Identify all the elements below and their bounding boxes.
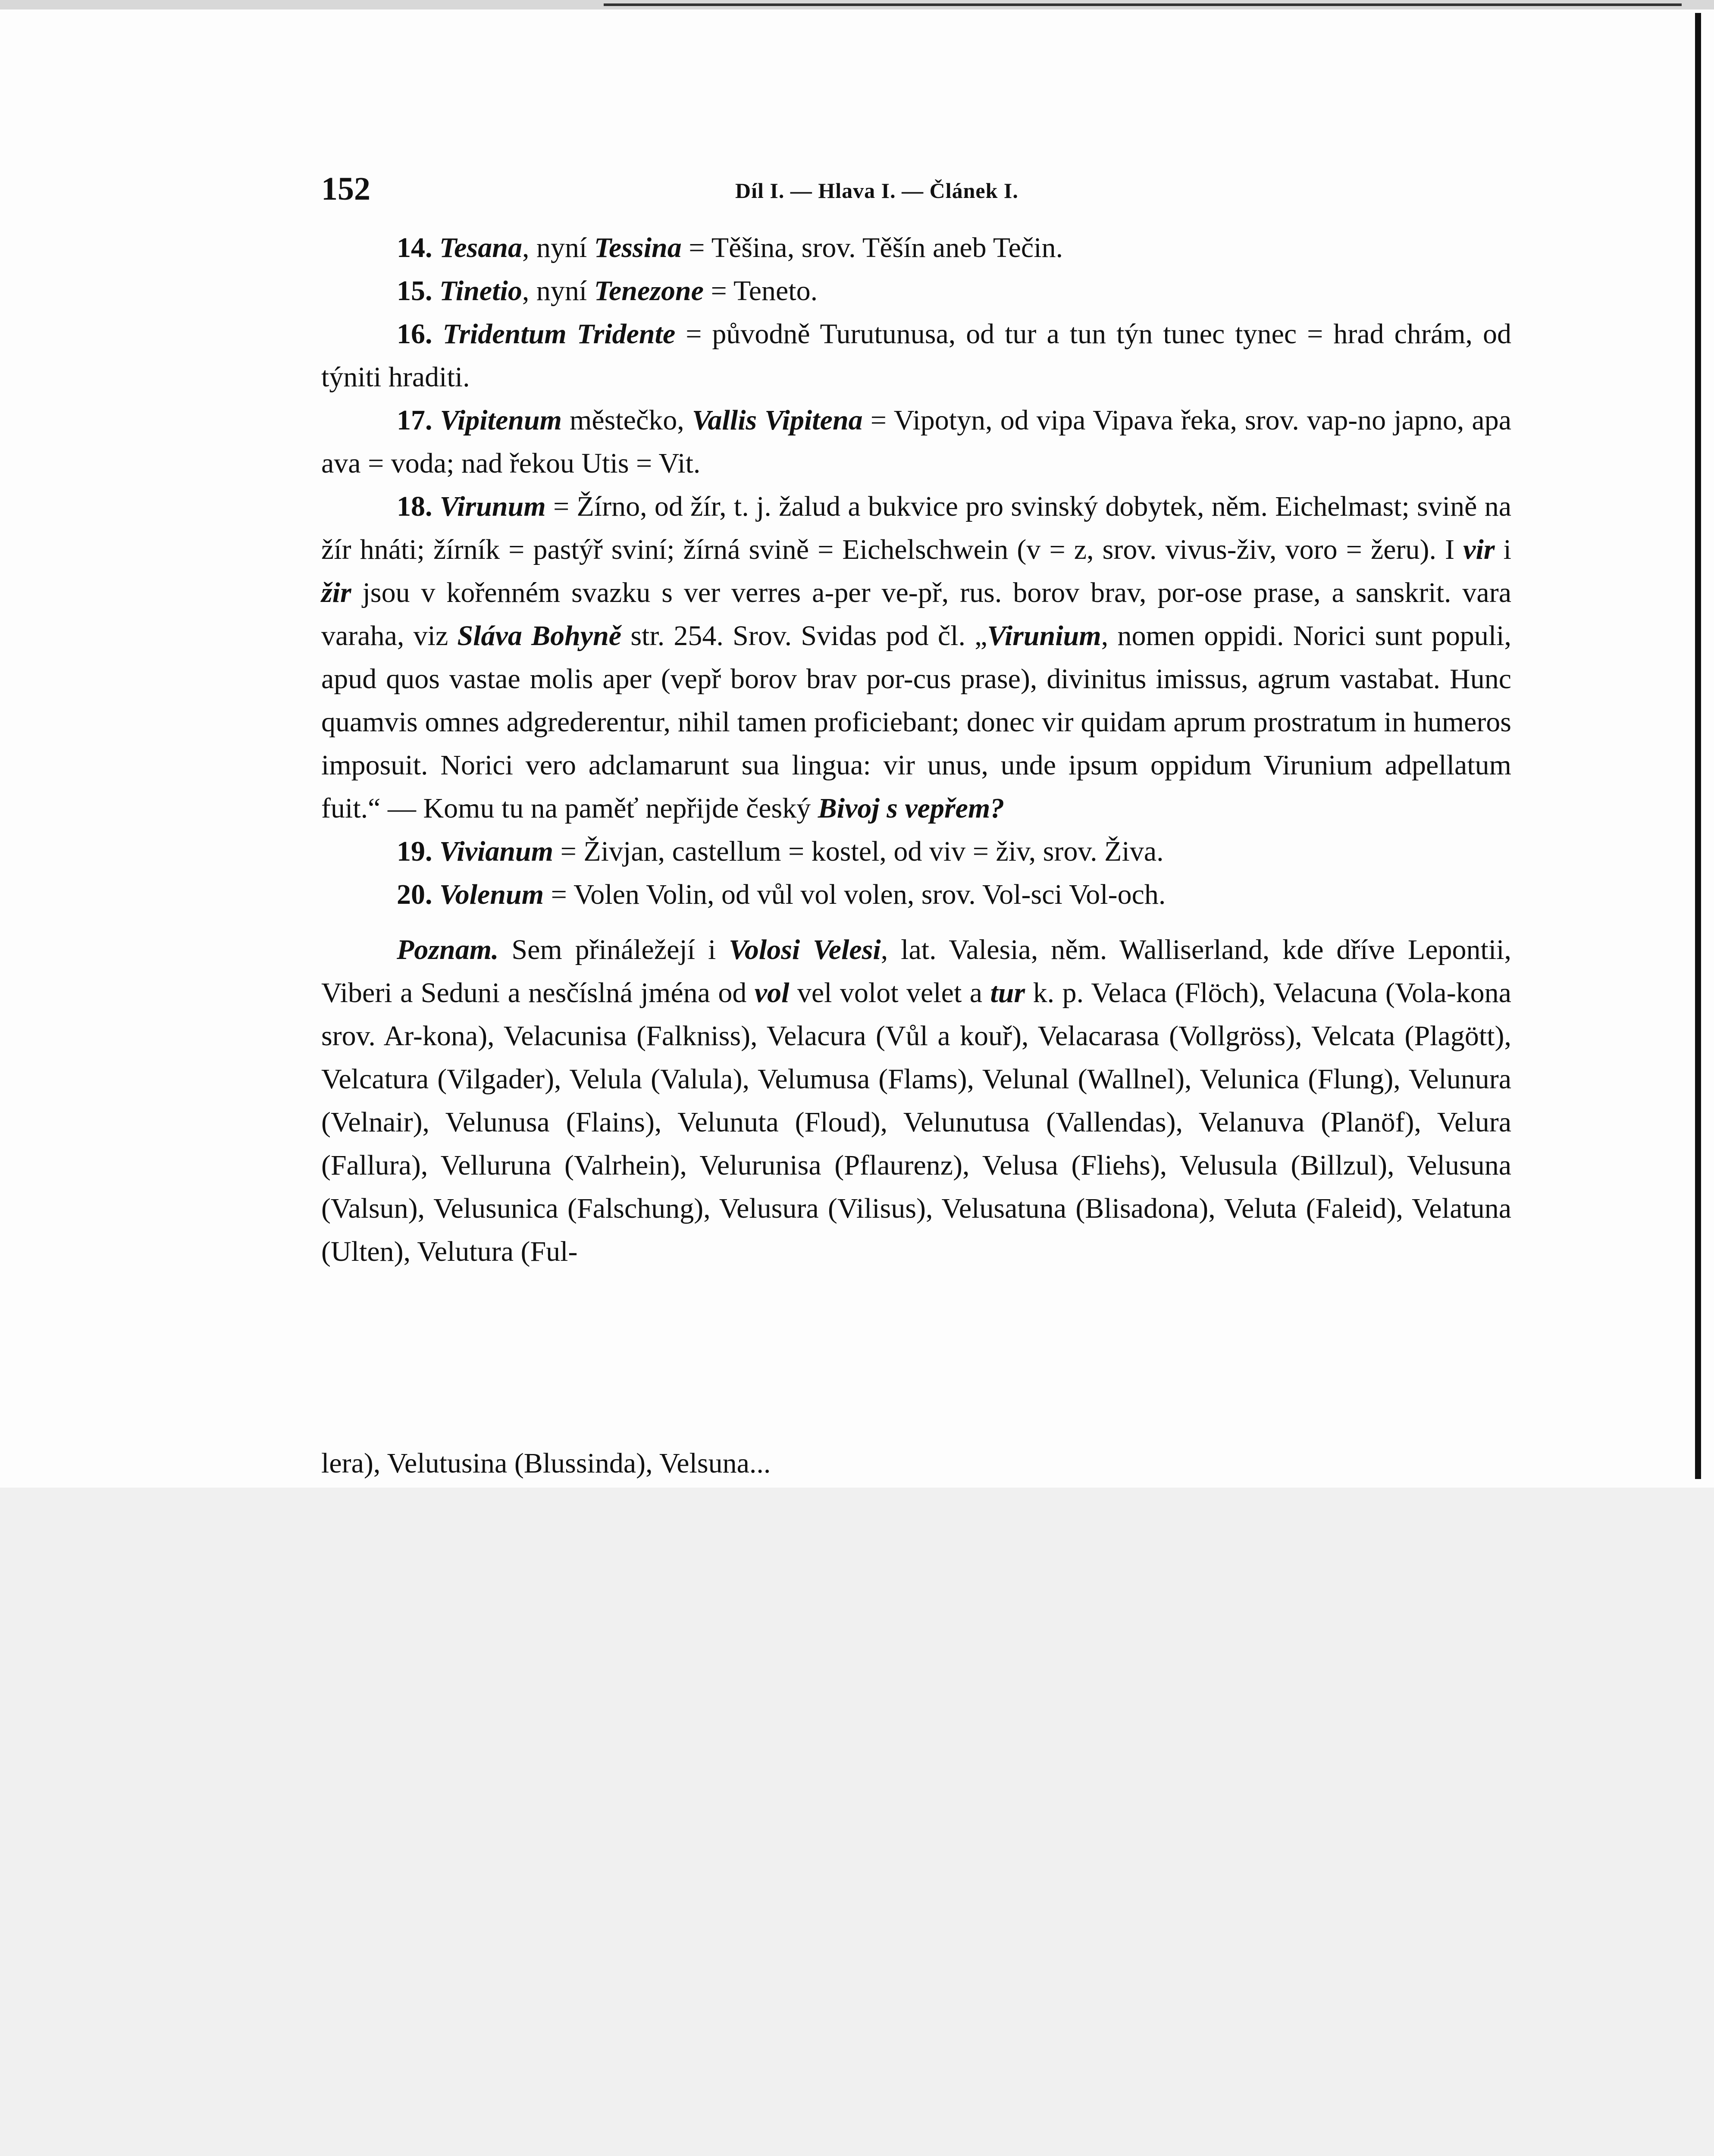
entry-20 [321, 873, 1511, 916]
note-term: vol [754, 977, 790, 1009]
entry-number: 20. [397, 879, 432, 910]
scan-right-edge [1695, 13, 1701, 1479]
note-paragraph [321, 928, 1511, 1273]
entry-number: 16. [397, 318, 432, 350]
entry-text: i [1495, 534, 1511, 565]
entry-15 [321, 270, 1511, 313]
paragraph-gap [321, 916, 1511, 928]
entry-term: vir [1463, 534, 1495, 565]
entry-number: 14. [397, 232, 432, 263]
entry-text: = Živjan, castellum = kostel, od viv = živ, srov. Živa. [553, 836, 1164, 867]
entry-text: = Vipotyn, od vipa Vipava řeka, srov. vap-no japno, apa ava = voda; nad řekou Utis = Vit. [321, 404, 1511, 479]
entry-number: 15. [397, 275, 432, 307]
cut-off-line [321, 1448, 1511, 1488]
entry-term: Sláva Bohyně [457, 620, 622, 652]
note-text: , lat. Valesia, něm. Walliserland, kde dříve Lepontii, Viberi a Seduni a nesčíslná jména od [321, 934, 1511, 1009]
page-number: 152 [321, 171, 370, 207]
entry-term: Tinetio [439, 275, 522, 307]
note-text: Sem přináležejí i [498, 934, 729, 965]
entry-text: = Žírno, od žír, t. j. žalud a bukvice pro svinský dobytek, něm. Eichelmast; svině na žír hnáti; žírník = pastýř sviní; žírná svině = Eichelschwein (v = z, srov. vivus-živ, voro = žeru). I [321, 491, 1512, 565]
entry-18 [321, 485, 1511, 830]
note-label: Poznam. [397, 934, 499, 965]
entry-term: Tessina [594, 232, 682, 263]
entry-term: Tridentum Tridente [442, 318, 676, 350]
entry-number: 18. [397, 491, 432, 522]
entry-19 [321, 830, 1511, 873]
body-text [321, 226, 1511, 1273]
entry-term: Vipitenum [440, 404, 562, 436]
entry-text: , nomen oppidi. Norici sunt populi, apud quos vastae molis aper (vepř borov brav por-cus prase), divinitus imissus, agrum vastabat. Hunc quamvis omnes adgrederentur, nihil tamen proficiebant; donec vir quidam aprum prostratum in humeros imposuit. Norici vero adclamarunt sua lingua: vir unus, unde ipsum oppidum Virunium adpellatum fuit.“ — Komu tu na paměť nepřijde český [321, 620, 1512, 824]
entry-term: Tesana [439, 232, 522, 263]
running-head: Díl I. — Hlava I. — Článek I. [735, 179, 1018, 203]
cut-off-text: lera), Velutusina (Blussinda), Velsuna... [321, 1448, 771, 1479]
entry-text: = Teneto. [703, 275, 818, 307]
note-text: k. p. Velaca (Flöch), Velacuna (Vola-kona srov. Ar-kona), Velacunisa (Falkniss), Velacura (Vůl a kouř), Velacarasa (Vollgröss), Velcata (Plagött), Velcatura (Vilgader), Velula (Valula), Velumusa (Flams), Velunal (Wallnel), Velunica (Flung), Velunura (Velnair), Velunusa (Flains), Velunuta (Floud), Velunutusa (Vallendas), Velanuva (Planöf), Velura (Fallura), Velluruna (Valrhein), Velurunisa (Pflaurenz), Velusa (Fliehs), Velusula (Billzul), Velusuna (Valsun), Velusunica (Falschung), Velusura (Vilisus), Velusatuna (Blisadona), Veluta (Faleid), Velatuna (Ulten), Velutura (Ful- [321, 977, 1511, 1267]
entry-text: jsou v kořenném svazku s ver verres a-per ve-př, rus. borov brav, por-ose prase, a sanskrit. vara varaha, viz [321, 577, 1511, 652]
entry-17 [321, 399, 1511, 485]
entry-text: = Volen Volin, od vůl vol volen, srov. Vol-sci Vol-och. [544, 879, 1166, 910]
scan-top-line [604, 3, 1682, 6]
entry-term: Vivianum [439, 836, 554, 867]
entry-term: Tenezone [594, 275, 704, 307]
entry-text: , nyní [522, 275, 594, 307]
entry-term: Vallis Vipitena [692, 404, 863, 436]
entry-number: 19. [397, 836, 432, 867]
entry-16 [321, 313, 1511, 399]
entry-text: = původně Turutunusa, od tur a tun týn tunec tynec = hrad chrám, od týniti hraditi. [321, 318, 1511, 393]
entry-text: = Těšina, srov. Těšín aneb Tečin. [681, 232, 1063, 263]
entry-text: , nyní [522, 232, 594, 263]
entry-text: str. 254. Srov. Svidas pod čl. „ [621, 620, 987, 652]
page-header [321, 170, 1511, 213]
entry-14 [321, 226, 1511, 270]
entry-number: 17. [397, 404, 432, 436]
entry-term: Virunium [987, 620, 1101, 652]
note-term: tur [990, 977, 1025, 1009]
entry-text: městečko, [561, 404, 692, 436]
entry-term: žir [321, 577, 351, 608]
note-term: Volosi Velesi [729, 934, 881, 965]
entry-term: Volenum [439, 879, 544, 910]
note-text: vel volot velet a [789, 977, 990, 1009]
entry-term: Virunum [439, 491, 546, 522]
entry-term: Bivoj s vepřem? [818, 793, 1005, 824]
